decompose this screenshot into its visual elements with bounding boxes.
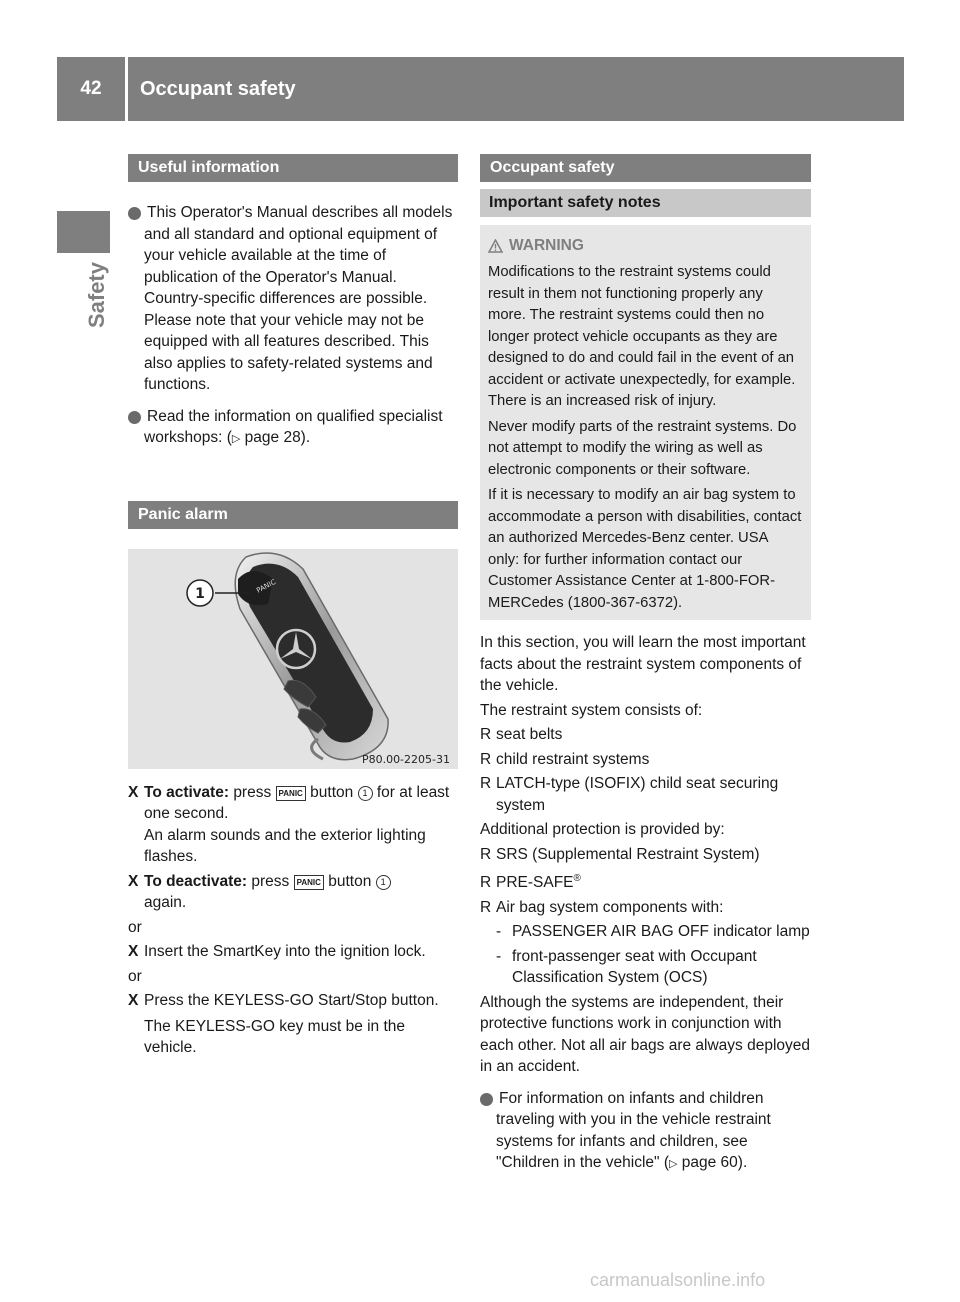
additional-text: Additional protection is provided by: bbox=[480, 821, 725, 838]
warning-p3: If it is necessary to modify an air bag system to accommodate a person with disabilities, contact an authorized Mercedes-Benz center. USA only: for further information contact our Customer Assistance Center at 1-800-FOR-MERCedes (1800-367-6372). bbox=[488, 487, 802, 611]
footer-watermark[interactable]: carmanualsonline.info bbox=[590, 1270, 766, 1290]
callout-1-label: 1 bbox=[195, 585, 205, 602]
image-code: P80.00-2205-31 bbox=[361, 752, 450, 766]
key-fob-illustration bbox=[128, 549, 458, 769]
warning-title: WARNING bbox=[488, 237, 803, 255]
info-icon: i bbox=[480, 1093, 493, 1106]
header-separator bbox=[125, 57, 128, 121]
occupant-safety-heading: Occupant safety bbox=[480, 154, 811, 182]
page-title: Occupant safety bbox=[140, 77, 296, 100]
sub-list-item: - front-passenger seat with Occupant Classification System (OCS) bbox=[496, 947, 757, 987]
right-column bbox=[476, 154, 811, 1176]
safety-notes-heading: Important safety notes bbox=[480, 189, 811, 217]
info-children: i For information on infants and children traveling with you in the vehicle restraint systems for infants and children, see "Children in the vehicle" (▷ page 60). bbox=[476, 1089, 771, 1172]
key-fob-image bbox=[128, 549, 458, 769]
step-arrow-icon: X bbox=[128, 783, 139, 801]
step-keyless: X Press the KEYLESS-GO Start/Stop button. bbox=[128, 990, 458, 1012]
useful-info-note2: i Read the information on qualified specialist workshops: (▷ page 28). bbox=[124, 407, 443, 446]
warning-box bbox=[480, 225, 811, 620]
ref-arrow-icon: ▷ bbox=[668, 1158, 678, 1171]
keyless-note: The KEYLESS-GO key must be in the vehicle. bbox=[144, 1017, 406, 1056]
registered-mark: ® bbox=[573, 873, 581, 884]
useful-info-heading: Useful information bbox=[128, 154, 458, 182]
callout-1-icon: 1 bbox=[358, 786, 373, 801]
side-tab-label: Safety bbox=[84, 262, 109, 329]
panic-button-icon: PANIC bbox=[294, 875, 324, 890]
page-number: 42 bbox=[80, 78, 102, 99]
step-deactivate: X To deactivate: press PANIC button 1 again. bbox=[128, 871, 458, 914]
list-item: R Air bag system components with: bbox=[480, 898, 724, 916]
list-item: R LATCH-type (ISOFIX) child seat securing system bbox=[480, 775, 779, 814]
callout-1-icon: 1 bbox=[376, 875, 391, 890]
warning-p2: Never modify parts of the restraint systems. Do not attempt to modify the wiring as well as electronic components or their software. bbox=[488, 418, 797, 478]
step-arrow-icon: X bbox=[128, 872, 139, 890]
step-activate: X To activate: press PANIC button 1 for at least one second. An alarm sounds and the exterior lighting flashes. bbox=[128, 783, 450, 865]
left-column bbox=[124, 154, 458, 1059]
page-ref-28[interactable]: page 28). bbox=[244, 429, 311, 446]
step-arrow-icon: X bbox=[128, 992, 139, 1009]
panic-button-icon: PANIC bbox=[276, 786, 306, 801]
list-item: R child restraint systems bbox=[480, 750, 650, 768]
sub-list-item: - PASSENGER AIR BAG OFF indicator lamp bbox=[496, 923, 810, 941]
side-tab-marker bbox=[57, 211, 110, 253]
step-arrow-icon: X bbox=[128, 943, 139, 960]
list-item: R SRS (Supplemental Restraint System) bbox=[480, 845, 760, 863]
consists-text: The restraint system consists of: bbox=[480, 701, 703, 719]
or-text: or bbox=[128, 967, 142, 985]
info-icon: i bbox=[128, 411, 141, 424]
useful-info-note1: i This Operator's Manual describes all models and all standard and optional equipment of your vehicle available at the time of publication of the Operator's Manual. Country-specific differences are possible. Please note that your vehicle may not be equipped with all features described. This also applies to safety-related systems and functions. bbox=[124, 204, 453, 393]
step-ignition: X Insert the SmartKey into the ignition lock. bbox=[128, 941, 458, 963]
panic-alarm-heading: Panic alarm bbox=[128, 501, 458, 529]
list-item: R PRE-SAFE® bbox=[480, 873, 581, 892]
or-text: or bbox=[128, 918, 142, 936]
info-icon: i bbox=[128, 207, 141, 220]
intro-text: In this section, you will learn the most important facts about the restraint system components of the vehicle. bbox=[480, 634, 806, 694]
warning-p1: Modifications to the restraint systems could result in them not functioning properly any more. The restraint systems could then no longer protect vehicle occupants as they are designed to do and could fail in the event of an accident or activate unexpectedly, for example. There is an increased risk of injury. bbox=[488, 264, 796, 409]
page-ref-60[interactable]: page 60). bbox=[681, 1154, 748, 1172]
warning-triangle-icon bbox=[488, 239, 503, 253]
list-item: R seat belts bbox=[480, 726, 563, 743]
although-text: Although the systems are independent, their protective functions work in conjunction with each other. Not all air bags are always deployed in an accident. bbox=[480, 993, 811, 1076]
key-panic-label: PANIC bbox=[255, 577, 278, 595]
ref-arrow-icon: ▷ bbox=[231, 433, 241, 445]
